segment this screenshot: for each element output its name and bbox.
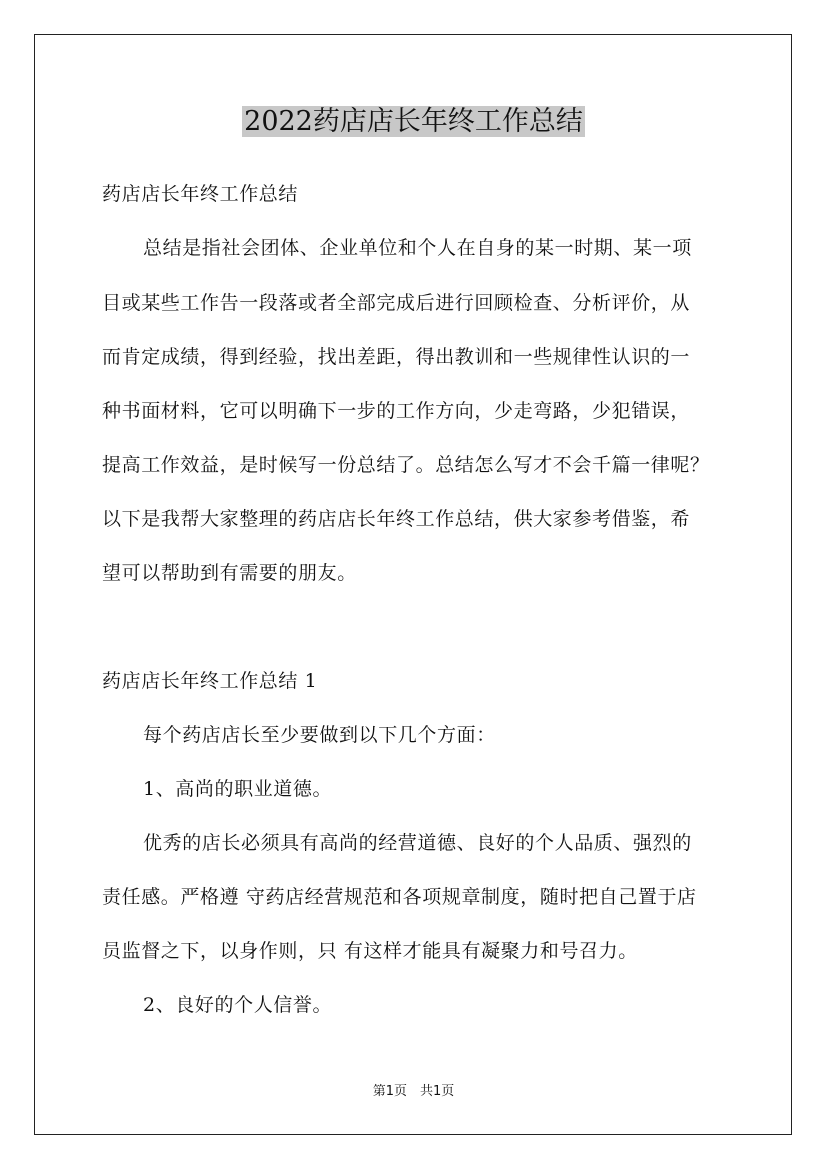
point-line: 优秀的店长必须具有高尚的经营道德、良好的个人品质、强烈的 bbox=[143, 832, 692, 854]
intro-line: 提高工作效益，是时候写一份总结了。总结怎么写才不会千篇一律呢？ bbox=[102, 454, 710, 476]
document-title bbox=[0, 102, 827, 142]
intro-line: 望可以帮助到有需要的朋友。 bbox=[102, 562, 357, 584]
intro-line: 以下是我帮大家整理的药店店长年终工作总结，供大家参考借鉴，希 bbox=[102, 508, 691, 530]
point-line: 责任感。严格遵 守药店经营规范和各项规章制度，随时把自己置于店 bbox=[102, 886, 697, 908]
section-heading: 药店店长年终工作总结 1 bbox=[102, 670, 318, 692]
page-footer: 第1页 共1页 bbox=[372, 1084, 455, 1099]
point-heading: 2、良好的个人信誉。 bbox=[143, 994, 333, 1016]
subtitle: 药店店长年终工作总结 bbox=[102, 183, 299, 205]
section-intro: 每个药店店长至少要做到以下几个方面： bbox=[143, 724, 496, 746]
intro-line: 而肯定成绩，得到经验，找出差距，得出教训和一些规律性认识的一 bbox=[102, 346, 691, 368]
point-line: 员监督之下，以身作则，只 有这样才能具有凝聚力和号召力。 bbox=[102, 940, 638, 962]
intro-line: 目或某些工作告一段落或者全部完成后进行回顾检查、分析评价，从 bbox=[102, 292, 691, 314]
intro-line: 种书面材料，它可以明确下一步的工作方向，少走弯路，少犯错误， bbox=[102, 400, 691, 422]
intro-line: 总结是指社会团体、企业单位和个人在自身的某一时期、某一项 bbox=[143, 237, 692, 259]
point-heading: 1、高尚的职业道德。 bbox=[143, 778, 333, 800]
document-title-text: 2022药店店长年终工作总结 bbox=[244, 106, 583, 137]
